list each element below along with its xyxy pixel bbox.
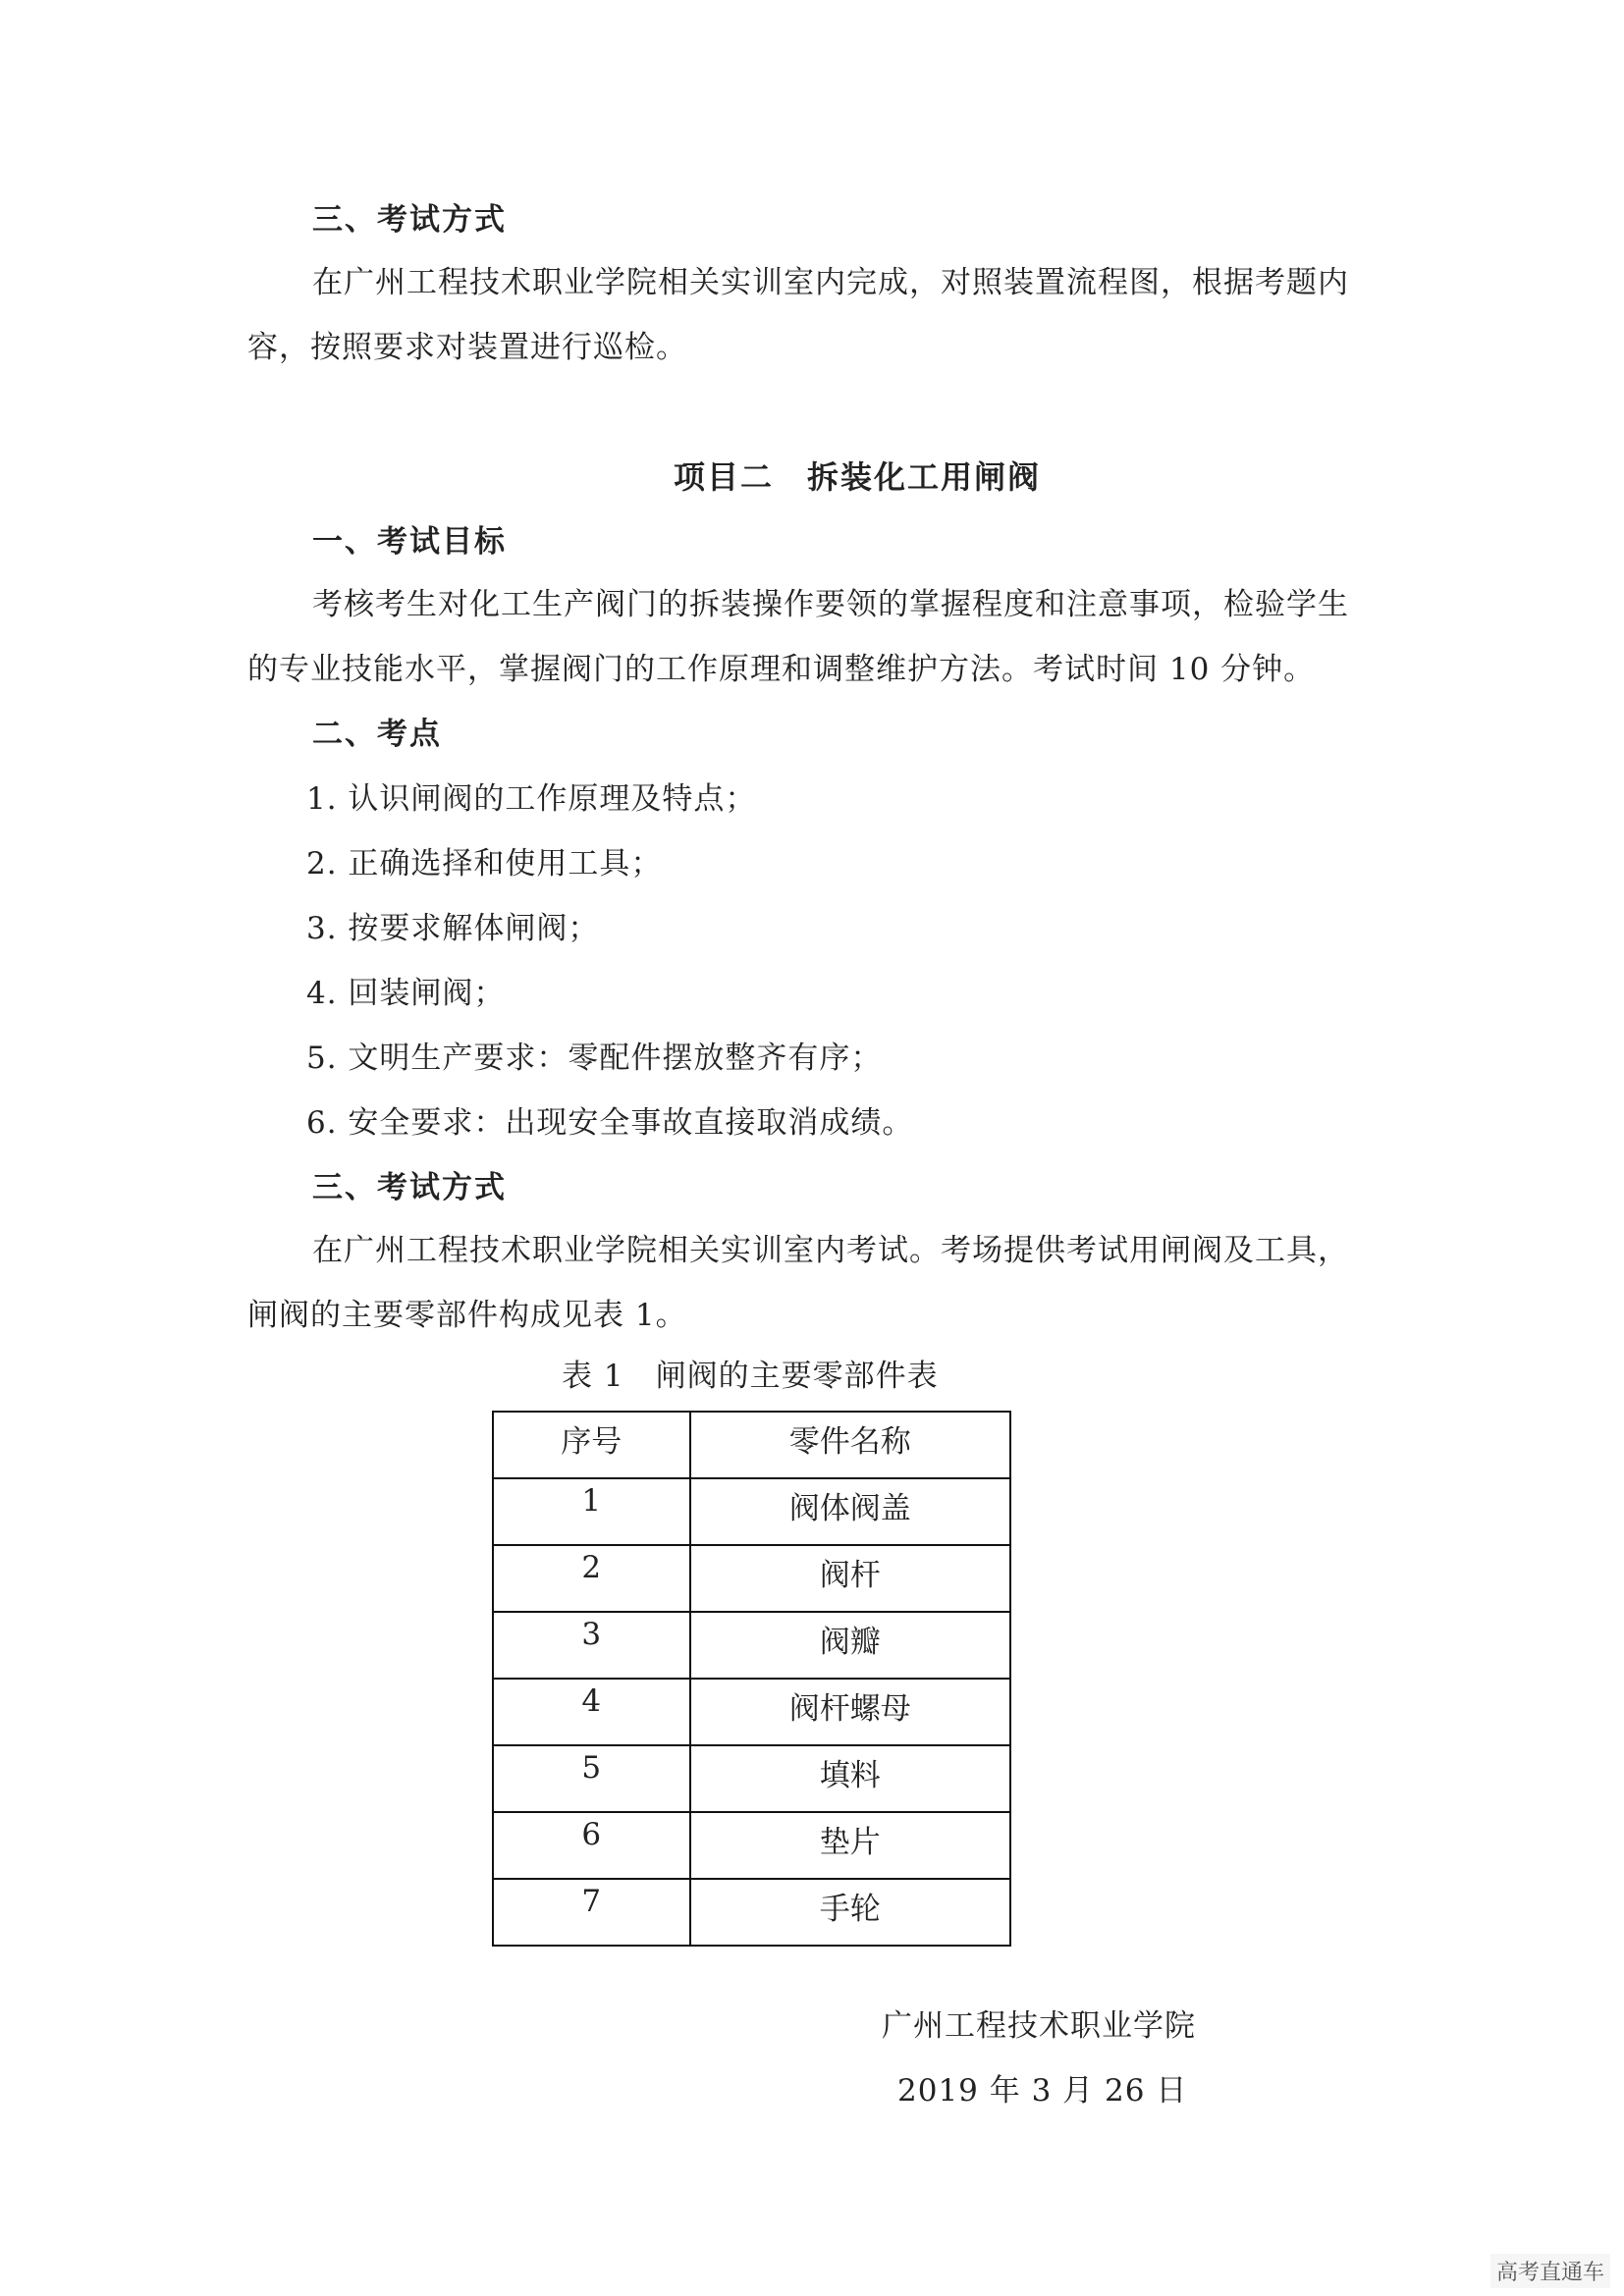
list-item: 4. 回装闸阀； xyxy=(306,976,506,1011)
parts-table xyxy=(492,1411,1011,1947)
table-cell-index: 5 xyxy=(493,1745,690,1812)
table-row xyxy=(493,1545,1010,1612)
list-item: 2. 正确选择和使用工具； xyxy=(306,846,663,881)
table-cell-index: 7 xyxy=(493,1879,690,1946)
list-item: 3. 按要求解体闸阀； xyxy=(306,911,600,946)
table-row xyxy=(493,1812,1010,1879)
table-cell-index: 4 xyxy=(493,1679,690,1745)
table-cell-index: 2 xyxy=(493,1545,690,1612)
table-row xyxy=(493,1745,1010,1812)
table-cell-part: 阀杆螺母 xyxy=(690,1679,1010,1745)
table-row xyxy=(493,1879,1010,1946)
paragraph-line: 闸阀的主要零部件构成见表 1。 xyxy=(247,1298,687,1333)
section-heading-exam-method-2: 三、考试方式 xyxy=(312,1170,507,1205)
project-title: 项目二 拆装化工用闸阀 xyxy=(674,458,1042,496)
paragraph-line: 在广州工程技术职业学院相关实训室内完成，对照装置流程图，根据考题内 xyxy=(312,265,1349,300)
paragraph-line: 考核考生对化工生产阀门的拆装操作要领的掌握程度和注意事项，检验学生 xyxy=(312,587,1349,622)
signature-date: 2019 年 3 月 26 日 xyxy=(897,2073,1188,2109)
table-cell-part: 手轮 xyxy=(690,1879,1010,1946)
table-row xyxy=(493,1612,1010,1679)
paragraph-line: 容，按照要求对装置进行巡检。 xyxy=(247,330,687,365)
table-cell-part: 阀体阀盖 xyxy=(690,1478,1010,1545)
section-heading-exam-method: 三、考试方式 xyxy=(312,202,507,238)
table-cell-index: 6 xyxy=(493,1812,690,1879)
table-header-cell: 零件名称 xyxy=(690,1412,1010,1478)
table-cell-part: 垫片 xyxy=(690,1812,1010,1879)
paragraph-line: 在广州工程技术职业学院相关实训室内考试。考场提供考试用闸阀及工具， xyxy=(312,1233,1349,1268)
list-item: 6. 安全要求：出现安全事故直接取消成绩。 xyxy=(306,1105,914,1141)
table-header-cell: 序号 xyxy=(493,1412,690,1478)
signature-organization: 广州工程技术职业学院 xyxy=(882,2008,1196,2044)
table-row xyxy=(493,1679,1010,1745)
table-cell-part: 阀瓣 xyxy=(690,1612,1010,1679)
table-cell-index: 1 xyxy=(493,1478,690,1545)
table-cell-part: 阀杆 xyxy=(690,1545,1010,1612)
section-heading-exam-points: 二、考点 xyxy=(312,717,442,752)
list-item: 5. 文明生产要求：零配件摆放整齐有序； xyxy=(306,1041,883,1076)
paragraph-line: 的专业技能水平，掌握阀门的工作原理和调整维护方法。考试时间 10 分钟。 xyxy=(247,652,1316,687)
table-row xyxy=(493,1478,1010,1545)
table-caption: 表 1 闸阀的主要零部件表 xyxy=(562,1359,939,1394)
watermark-label: 高考直通车 xyxy=(1490,2254,1610,2288)
table-cell-index: 3 xyxy=(493,1612,690,1679)
list-item: 1. 认识闸阀的工作原理及特点； xyxy=(306,781,757,817)
section-heading-exam-goal: 一、考试目标 xyxy=(312,524,507,560)
table-cell-part: 填料 xyxy=(690,1745,1010,1812)
table-header-row xyxy=(493,1412,1010,1478)
